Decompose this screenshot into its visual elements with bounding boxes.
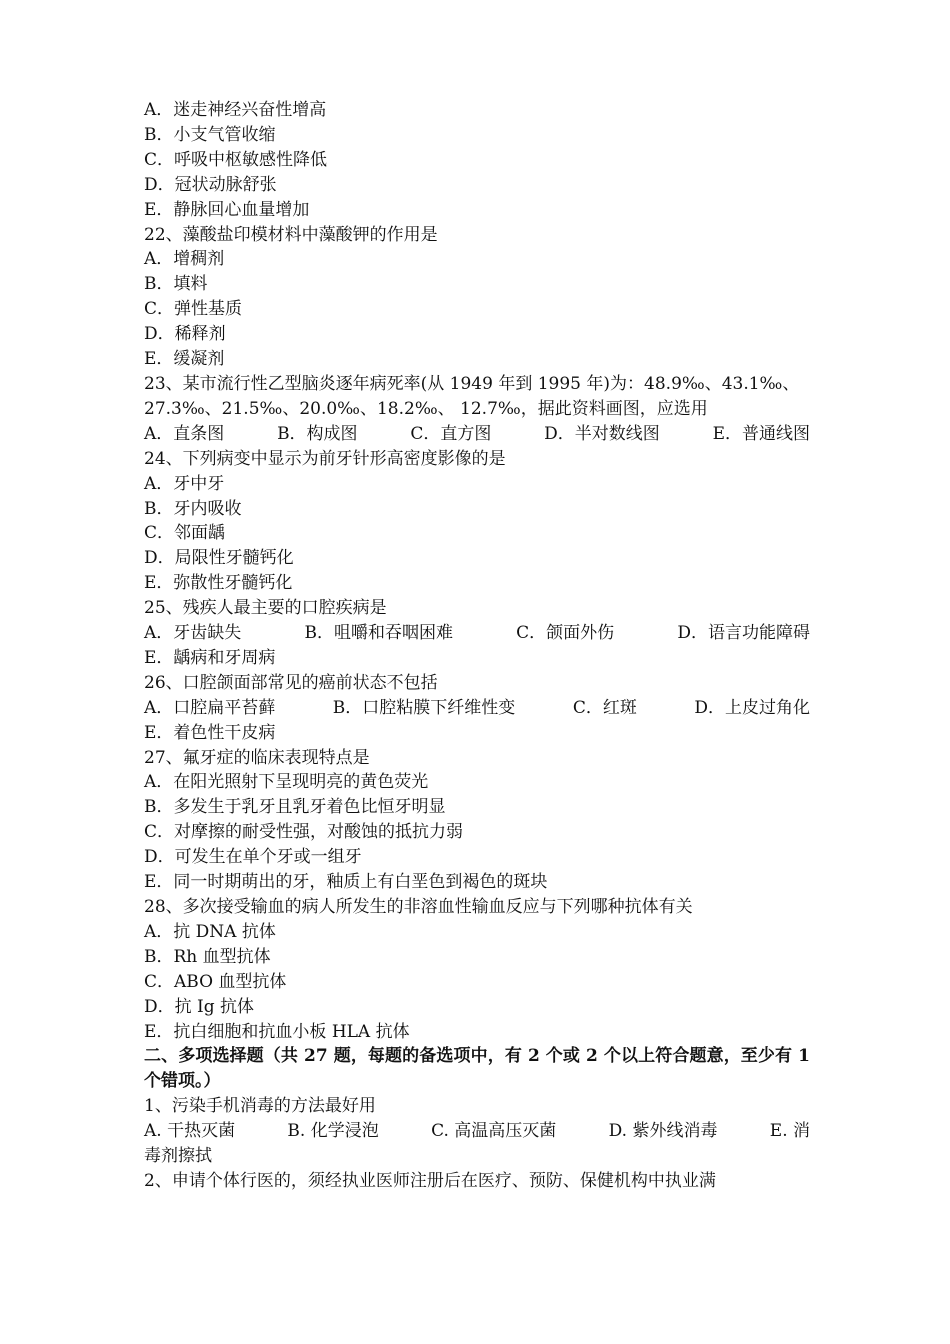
text-line: E．缓凝剂 <box>144 349 225 370</box>
text-line: 22、藻酸盐印模材料中藻酸钾的作用是 <box>144 224 438 245</box>
option-item: D. 紫外线消毒 <box>608 1121 718 1142</box>
text-line: A．抗 DNA 抗体 <box>144 921 276 942</box>
text-line: B．Rh 血型抗体 <box>144 946 271 967</box>
option-item: C．直方图 <box>410 423 492 444</box>
text-line: 24、下列病变中显示为前牙针形高密度影像的是 <box>144 448 506 469</box>
option-row <box>144 422 810 447</box>
option-item: B．口腔粘膜下纤维性变 <box>332 697 516 718</box>
option-row <box>144 621 810 646</box>
text-line: C．ABO 血型抗体 <box>144 971 287 992</box>
text-line: 23、某市流行性乙型脑炎逐年病死率(从 1949 年到 1995 年)为：48.9‰、43.1‰、 <box>144 373 800 394</box>
option-row <box>144 1119 810 1144</box>
option-item: A．直条图 <box>144 423 225 444</box>
text-line: C．呼吸中枢敏感性降低 <box>144 149 328 170</box>
text-line: C．弹性基质 <box>144 299 243 320</box>
option-item: B．咀嚼和吞咽困难 <box>304 623 453 644</box>
text-line: 25、残疾人最主要的口腔疾病是 <box>144 598 387 619</box>
option-item: C．红斑 <box>572 697 637 718</box>
option-item: D．半对数线图 <box>544 423 660 444</box>
option-item: A．口腔扁平苔藓 <box>144 697 276 718</box>
text-line: 28、多次接受输血的病人所发生的非溶血性输血反应与下列哪种抗体有关 <box>144 897 693 917</box>
text-line: D．冠状动脉舒张 <box>144 174 277 195</box>
text-line: B．填料 <box>144 274 208 295</box>
option-item: B. 化学浸泡 <box>287 1121 379 1142</box>
option-item: E. 消 <box>769 1121 810 1142</box>
text-line: C．对摩擦的耐受性强，对酸蚀的抵抗力弱 <box>144 822 464 843</box>
text-line: 27、氟牙症的临床表现特点是 <box>144 747 370 768</box>
text-line: 1、污染手机消毒的方法最好用 <box>144 1096 376 1117</box>
text-line: D．稀释剂 <box>144 324 226 345</box>
text-line: D．局限性牙髓钙化 <box>144 548 294 569</box>
text-line: 27.3‰、21.5‰、20.0‰、18.2‰、 12.7‰，据此资料画图，应选用 <box>144 398 708 419</box>
text-line: E．弥散性牙髓钙化 <box>144 573 293 594</box>
option-item: A. 干热灭菌 <box>144 1121 236 1142</box>
text-line: 26、口腔颌面部常见的癌前状态不包括 <box>144 672 438 693</box>
option-item: D．语言功能障碍 <box>677 623 810 644</box>
exam-content <box>144 98 810 1194</box>
text-line: E．着色性干皮病 <box>144 722 276 743</box>
text-line: A．牙中牙 <box>144 473 225 494</box>
section-heading: 二、多项选择题（共 27 题，每题的备选项中，有 2 个或 2 个以上符合题意，至少有 1 个错项。） <box>144 1046 810 1092</box>
option-item: B．构成图 <box>277 423 358 444</box>
text-line: E．静脉回心血量增加 <box>144 199 310 220</box>
text-line: E．抗白细胞和抗血小板 HLA 抗体 <box>144 1021 410 1042</box>
text-line: C．邻面龋 <box>144 523 226 544</box>
option-item: E．普通线图 <box>712 423 810 444</box>
option-item: D．上皮过角化 <box>694 697 810 718</box>
text-line: 2、申请个体行医的，须经执业医师注册后在医疗、预防、保健机构中执业满 <box>144 1170 716 1191</box>
text-line: A．迷走神经兴奋性增高 <box>144 100 327 120</box>
text-line: D．可发生在单个牙或一组牙 <box>144 847 362 868</box>
text-line: A．在阳光照射下呈现明亮的黄色荧光 <box>144 772 429 793</box>
text-line: D．抗 Ig 抗体 <box>144 996 255 1017</box>
text-line: E．龋病和牙周病 <box>144 647 276 668</box>
text-line: E．同一时期萌出的牙，釉质上有白垩色到褐色的斑块 <box>144 872 548 893</box>
text-line: 毒剂擦拭 <box>144 1146 212 1167</box>
text-line: B．小支气管收缩 <box>144 124 276 145</box>
text-line: B．多发生于乳牙且乳牙着色比恒牙明显 <box>144 797 446 818</box>
option-item: C．颌面外伤 <box>516 623 615 644</box>
text-line: A．增稠剂 <box>144 249 225 270</box>
text-line: B．牙内吸收 <box>144 498 242 519</box>
option-row <box>144 696 810 721</box>
option-item: C. 高温高压灭菌 <box>431 1121 557 1142</box>
option-item: A．牙齿缺失 <box>144 623 242 644</box>
